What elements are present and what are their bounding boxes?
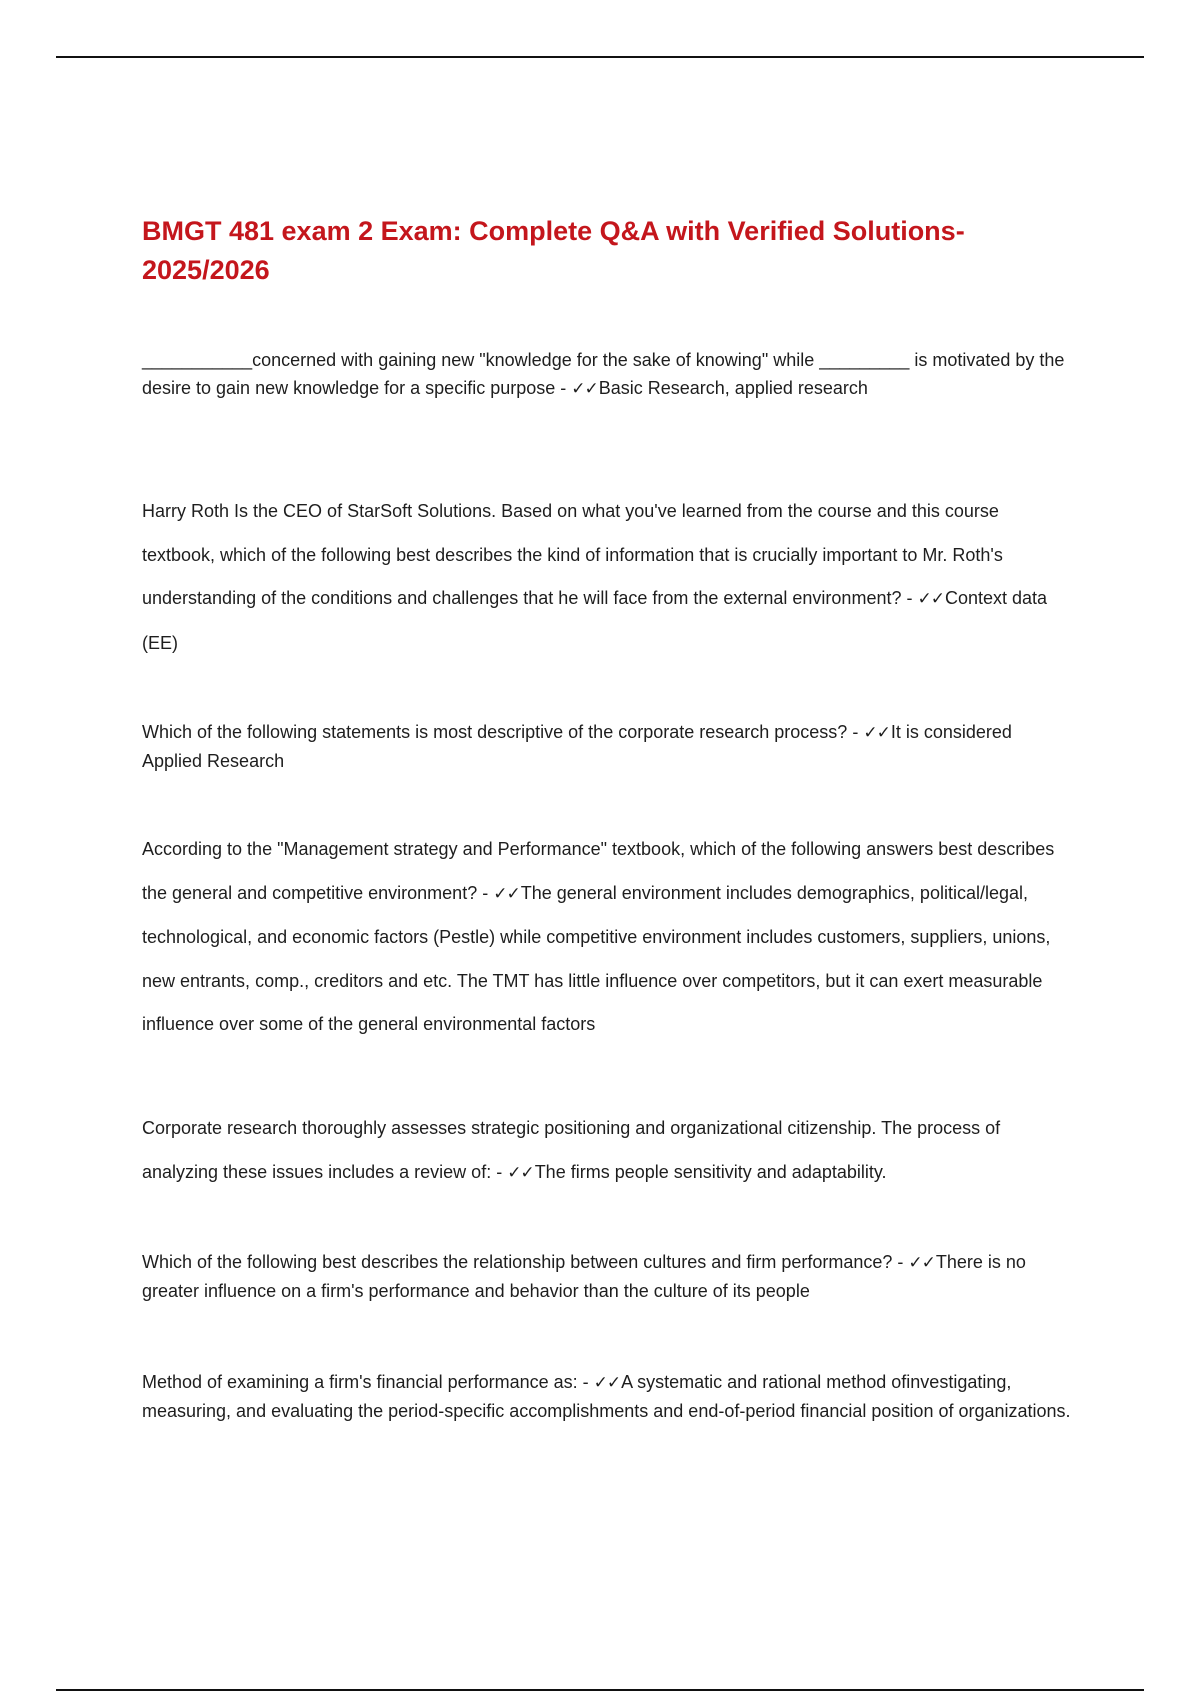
document-title: BMGT 481 exam 2 Exam: Complete Q&A with Verified Solutions-2025/2026 [142, 216, 965, 285]
answer-text: Basic Research, applied research [598, 377, 868, 398]
answer-text: The firms people sensitivity and adaptability. [534, 1161, 887, 1182]
check-mark-icon: ✓✓ [571, 378, 598, 399]
answer-text: A systematic and rational method ofinvestigating, measuring, and evaluating the period-specific accomplishments and end-of-period financial position of organizations. [142, 1372, 1071, 1421]
check-mark-icon: ✓✓ [863, 723, 890, 743]
question-text: Harry Roth Is the CEO of StarSoft Solutions. Based on what you've learned from the course and this course textbook, which of the following best describes the kind of information that is crucially important to Mr. Roth's understanding of the conditions and challenges that he will face from the external environment? - [142, 501, 1003, 608]
qa-item-3 [142, 719, 1072, 775]
question-text: Corporate research thoroughly assesses strategic positioning and organizational citizenship. The process of analyzing these issues includes a review of: - [142, 1118, 1001, 1182]
check-mark-icon: ✓✓ [917, 589, 944, 609]
qa-item-5 [142, 1107, 1072, 1195]
qa-item-7 [142, 1369, 1072, 1425]
qa-item-6 [142, 1249, 1072, 1305]
question-text: According to the "Management strategy and Performance" textbook, which of the following answers best describes the general and competitive environment? - [142, 839, 1055, 903]
answer-text: There is no greater influence on a firm's performance and behavior than the culture of its people [142, 1252, 1026, 1301]
top-rule [56, 56, 1144, 58]
question-text: Method of examining a firm's financial performance as: - [142, 1372, 594, 1392]
answer-text: The general environment includes demographics, political/legal, technological, and economic factors (Pestle) while competitive environment includes customers, suppliers, unions, new entrants, comp., creditors and etc. The TMT has little influence over competitors, but it can exert measurable influence over some of the general environmental factors [142, 882, 1051, 1034]
question-text: ___________concerned with gaining new "knowledge for the sake of knowing" while _________ is motivated by the desire to gain new knowledge for a specific purpose - [142, 350, 1065, 398]
question-text: Which of the following best describes the relationship between cultures and firm performance? - [142, 1252, 909, 1272]
check-mark-icon: ✓✓ [493, 883, 520, 904]
qa-item-1 [142, 347, 1072, 403]
bottom-rule [56, 1689, 1144, 1691]
answer-text: Context data (EE) [142, 588, 1048, 653]
check-mark-icon: ✓✓ [507, 1162, 534, 1183]
check-mark-icon: ✓✓ [593, 1373, 621, 1393]
check-mark-icon: ✓✓ [908, 1253, 935, 1273]
question-text: Which of the following statements is most descriptive of the corporate research process? - [142, 722, 864, 742]
qa-item-4 [142, 828, 1072, 1047]
qa-item-2 [142, 490, 1072, 665]
answer-text: It is considered Applied Research [142, 722, 1012, 771]
